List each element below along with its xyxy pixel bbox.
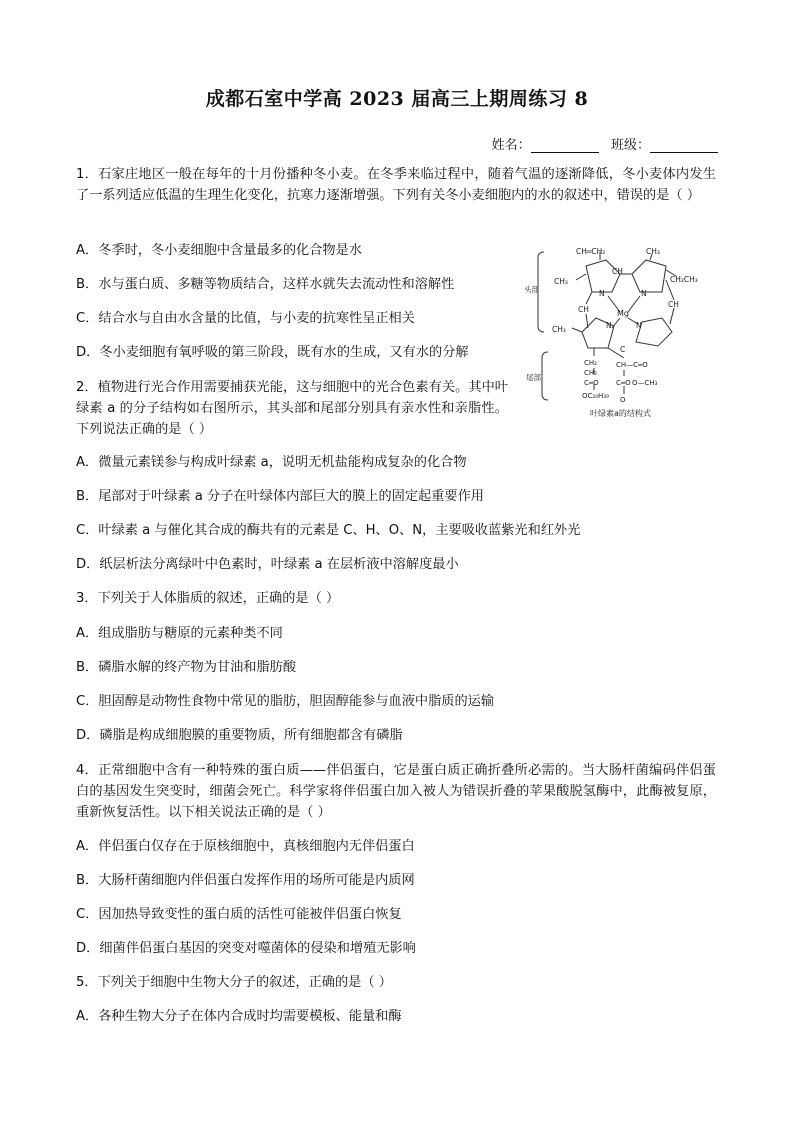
figure-caption: 叶绿素a的结构式 [590,409,651,418]
nitrogen-1-label: N [599,289,605,298]
methoxy-label: O—CH₃ [632,379,658,387]
name-label: 姓名： [491,138,531,153]
ch-bridge-left-label: CH [578,305,589,314]
question-4-option-a: A．伴侣蛋白仅存在于原核细胞中，真核细胞内无伴侣蛋白 [76,839,415,854]
ch2-lower-label: CH₂ [584,369,597,377]
page-title: 成都石室中学高 2023 届高三上期周练习 8 [205,88,589,110]
question-3-option-c: C．胆固醇是动物性食物中常见的脂肪，胆固醇能参与血液中脂质的运输 [76,694,495,709]
question-1-option-d: D．冬小麦细胞有氧呼吸的第三阶段，既有水的生成，又有水的分解 [76,345,469,360]
tail-label: 尾部 [526,373,541,382]
question-2-stem: 2．植物进行光合作用需要捕获光能，这与细胞中的光合色素有关。其中叶绿素 a 的分子结构如右图所示，其头部和尾部分别具有亲水性和亲脂性。下列说法正确的是（ ） [76,380,508,437]
question-1-stem: 1．石家庄地区一般在每年的十月份播种冬小麦。在冬季来临过程中，随着气温的逐渐降低，冬小麦体内发生了一系列适应低温的生理生化变化，抗寒力逐渐增强。下列有关冬小麦细胞内的水的叙述中，错误的是（ ） [76,167,716,203]
methyl-group-left-label: CH₃ [554,277,568,286]
question-2-option-c: C．叶绿素 a 与催化其合成的酶共有的元素是 C、H、O、N，主要吸收蓝紫光和红外光 [76,523,581,538]
question-4-stem: 4．正常细胞中含有一种特殊的蛋白质——伴侣蛋白，它是蛋白质正确折叠所必需的。当大肠杆菌编码伴侣蛋白的基因发生突变时，细菌会死亡。科学家将伴侣蛋白加入被人为错误折叠的苹果酸脱氢酶中，此酶被复原，重新恢复活性。以下相关说法正确的是（ ） [76,763,716,820]
magnesium-label: Mg [617,309,629,318]
oxygen-label: O [620,396,626,404]
name-class-bar [492,134,718,153]
name-field[interactable] [531,138,599,153]
question-4-option-d: D．细菌伴侣蛋白基因的突变对噬菌体的侵染和增殖无影响 [76,941,416,956]
ch2-upper-label: CH₂ [584,359,597,367]
class-label: 班级： [610,138,650,153]
question-1-option-b: B．水与蛋白质、多糖等物质结合，这样水就失去流动性和溶解性 [76,277,455,292]
ch-bridge-top-label: CH [612,267,623,276]
question-2-option-b: B．尾部对于叶绿素 a 分子在叶绿体内部巨大的膜上的固定起重要作用 [76,489,484,504]
head-label: 头部 [524,285,539,294]
ester-co-left-label: C═O [584,379,599,387]
question-3-option-b: B．磷脂水解的终产物为甘油和脂肪酸 [76,660,297,675]
ch-co-label: CH—C═O [616,361,648,369]
carbon-bridge-label: C [620,345,626,354]
vinyl-group-label: CH═CH₂ [576,247,606,256]
phytyl-chain-label: OC₂₀H₃₉ [582,392,609,400]
nitrogen-2-label: N [641,289,647,298]
question-1-option-a: A．冬季时，冬小麦细胞中含量最多的化合物是水 [76,243,362,258]
ch-bridge-right-label: CH [668,300,679,309]
ester-co-right-label: C═O [616,379,631,387]
question-2-option-a: A．微量元素镁参与构成叶绿素 a，说明无机盐能构成复杂的化合物 [76,455,467,470]
chlorophyll-a-structure-figure [524,244,722,422]
question-4-option-c: C．因加热导致变性的蛋白质的活性可能被伴侣蛋白恢复 [76,907,402,922]
nitrogen-3-label: N [606,321,612,330]
question-5-stem: 5．下列关于细胞中生物大分子的叙述，正确的是（ ） [76,975,392,990]
question-3-option-a: A．组成脂肪与糖原的元素种类不同 [76,626,283,641]
class-field[interactable] [650,138,718,153]
question-5-option-a: A．各种生物大分子在体内合成时均需要模板、能量和酶 [76,1009,402,1024]
question-3-option-d: D．磷脂是构成细胞膜的重要物质，所有细胞都含有磷脂 [76,728,403,743]
question-2-option-d: D．纸层析法分离绿叶中色素时，叶绿素 a 在层析液中溶解度最小 [76,557,459,572]
question-3-stem: 3．下列关于人体脂质的叙述，正确的是（ ） [76,591,340,606]
methyl-group-top-label: CH₃ [646,247,660,256]
nitrogen-4-label: N [636,321,642,330]
methyl-group-bottom-label: CH₃ [552,325,566,334]
question-1-option-c: C．结合水与自由水含量的比值，与小麦的抗寒性呈正相关 [76,311,415,326]
question-4-option-b: B．大肠杆菌细胞内伴侣蛋白发挥作用的场所可能是内质网 [76,873,415,888]
ethyl-group-label: CH₂CH₃ [670,275,698,284]
